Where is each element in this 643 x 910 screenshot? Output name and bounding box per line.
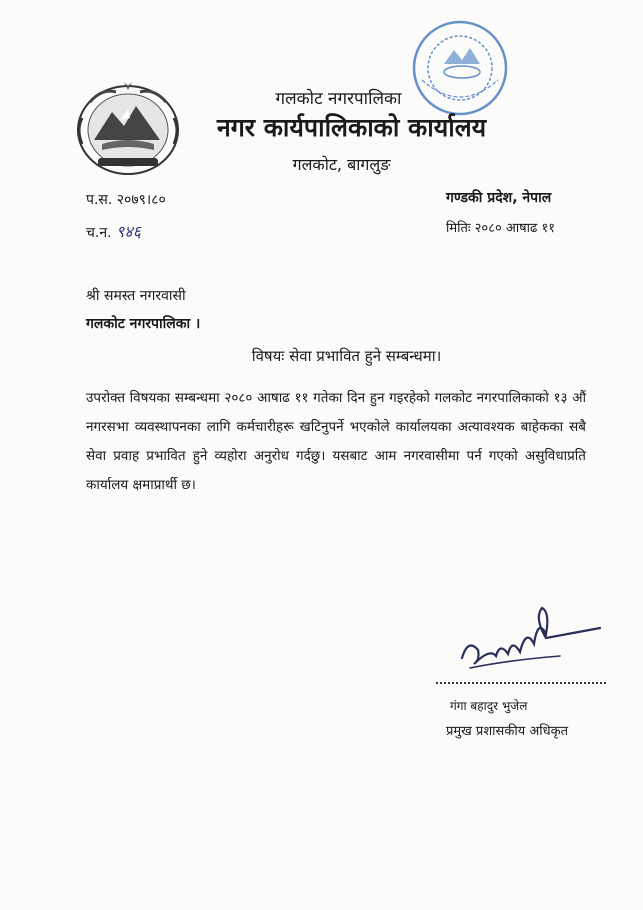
recipient-line-2: गलकोट नगरपालिका । [86, 316, 201, 332]
letter-body: उपरोक्त विषयका सम्बन्धमा २०८० आषाढ ११ गतेका दिन हुन गइरहेको गलकोट नगरपालिकाको १३ औं नगरसभा व्यवस्थापनका लागि कर्मचारीहरू खटिनुपर्ने भएकोले कार्यालयका अत्यावश्यक बाहेकका सबै सेवा प्रवाह प्रभावित हुने व्यहोरा अनुरोध गर्दछु। यसबाट आम नगरवासीमा पर्न गएको असुविधाप्रति कार्यालय क्षमाप्रार्थी छ। [86, 390, 586, 493]
province-line: गण्डकी प्रदेश, नेपाल [446, 190, 552, 206]
signature-dotted-line [436, 682, 606, 684]
handwritten-signature [450, 598, 610, 678]
letter-subject: विषयः सेवा प्रभावित हुने सम्बन्धमा। [251, 347, 442, 365]
dispatch-value: ९४६ [116, 222, 141, 241]
dispatch-number [86, 220, 141, 242]
office-title: नगर कार्यपालिकाको कार्यालय [216, 113, 487, 142]
signatory-title: प्रमुख प्रशासकीय अधिकृत [446, 724, 569, 739]
municipality-name: गलकोट नगरपालिका [275, 89, 402, 109]
recipient-line-1: श्री समस्त नगरवासी [86, 288, 186, 304]
signatory-name: गंगा बहादुर भुजेल [450, 699, 528, 713]
dispatch-label: च.न. [86, 225, 112, 241]
reference-number: प.स. २०७९।८० [86, 192, 166, 208]
office-address: गलकोट, बागलुङ [292, 155, 391, 174]
letter-date: मितिः २०८० आषाढ ११ [446, 221, 555, 236]
